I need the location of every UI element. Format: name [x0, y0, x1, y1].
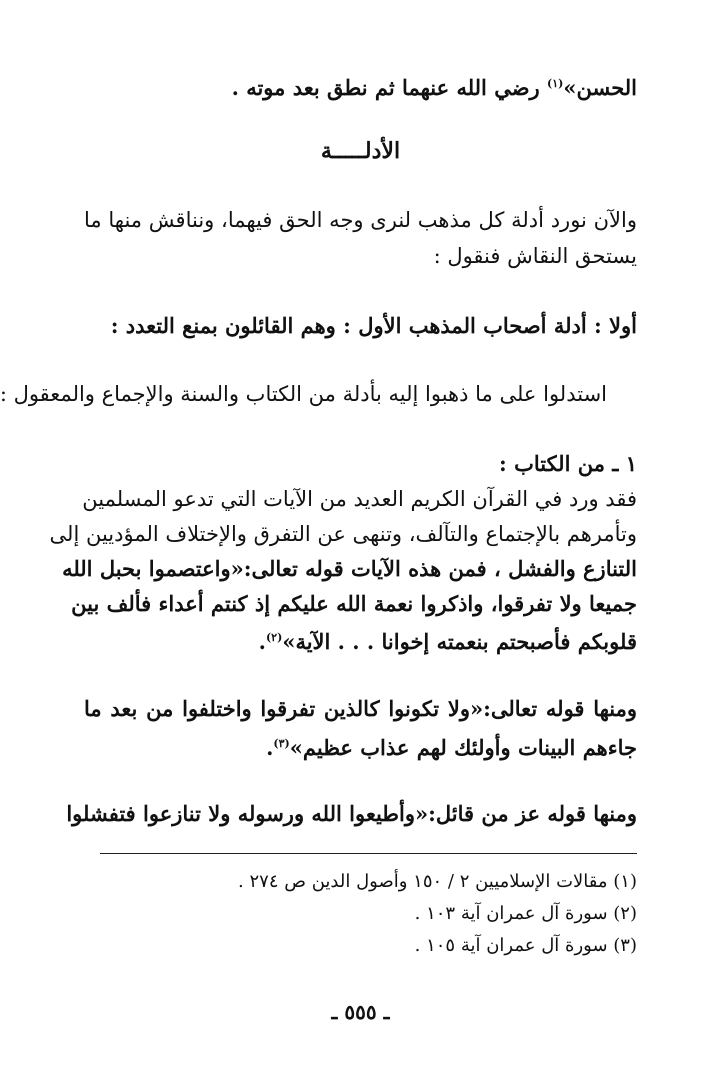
footnote-2: (٢) سورة آل عمران آية ١٠٣ . [414, 903, 637, 924]
intro-line-2: يستحق النقاش فنقول : [433, 244, 637, 268]
section1-period: . [258, 629, 266, 654]
section1-line-1: فقد ورد في القرآن الكريم العديد من الآيات التي تدعو المسلمين [82, 487, 637, 511]
footnote-3: (٣) سورة آل عمران آية ١٠٥ . [414, 935, 637, 956]
section1-line-4: جميعا ولا تفرقوا، واذكروا نعمة الله عليكم إذ كنتم أعداء فألف بين [71, 591, 637, 616]
section1-line-5 [84, 624, 637, 656]
sources-line: استدلوا على ما ذهبوا إليه بأدلة من الكتاب والسنة والإجماع والمعقول : [0, 382, 607, 406]
section1-title: ١ ـ من الكتاب : [499, 451, 637, 476]
para2-line-2 [84, 730, 637, 762]
footnote-1: (١) مقالات الإسلاميين ٢ / ١٥٠ وأصول الدين ص ٢٧٤ . [238, 871, 637, 892]
page-number: ـ ٥٥٥ ـ [331, 1000, 390, 1024]
para3-line-1: ومنها قوله عز من قائل:«وأطيعوا الله ورسوله ولا تنازعوا فتفشلوا [66, 801, 637, 826]
top-line-rest: رضي الله عنهما ثم نطق بعد موته . [231, 75, 547, 100]
para2-period: . [266, 735, 274, 760]
footnote-ref-3: (٣) [273, 737, 290, 750]
section-heading: الأدلـــــة [320, 138, 401, 164]
para2-quote-end: جاءهم البينات وأولئك لهم عذاب عظيم» [289, 735, 637, 760]
first-doctrine-title: أولا : أدلة أصحاب المذهب الأول : وهم القائلون بمنع التعدد : [110, 313, 637, 338]
intro-line-1: والآن نورد أدلة كل مذهب لنرى وجه الحق فيهما، ونناقش منها ما [84, 208, 637, 232]
top-line [84, 70, 637, 102]
footnote-ref-2: (٢) [265, 631, 283, 644]
section1-line-3: التنازع والفشل ، فمن هذه الآيات قوله تعالى:«واعتصموا بحبل الله [62, 556, 637, 581]
footnote-divider [100, 853, 637, 854]
para2-line-1: ومنها قوله تعالى:«ولا تكونوا كالذين تفرقوا واختلفوا من بعد ما [84, 696, 637, 721]
section1-line-2: وتأمرهم بالإجتماع والتآلف، وتنهى عن التفرق والإختلاف المؤديين إلى [49, 522, 637, 546]
footnote-ref-1: (١) [547, 77, 564, 90]
section1-quote-end: قلوبكم فأصبحتم بنعمته إخوانا . . . الآية» [282, 629, 637, 654]
top-line-start: الحسن» [563, 75, 637, 100]
